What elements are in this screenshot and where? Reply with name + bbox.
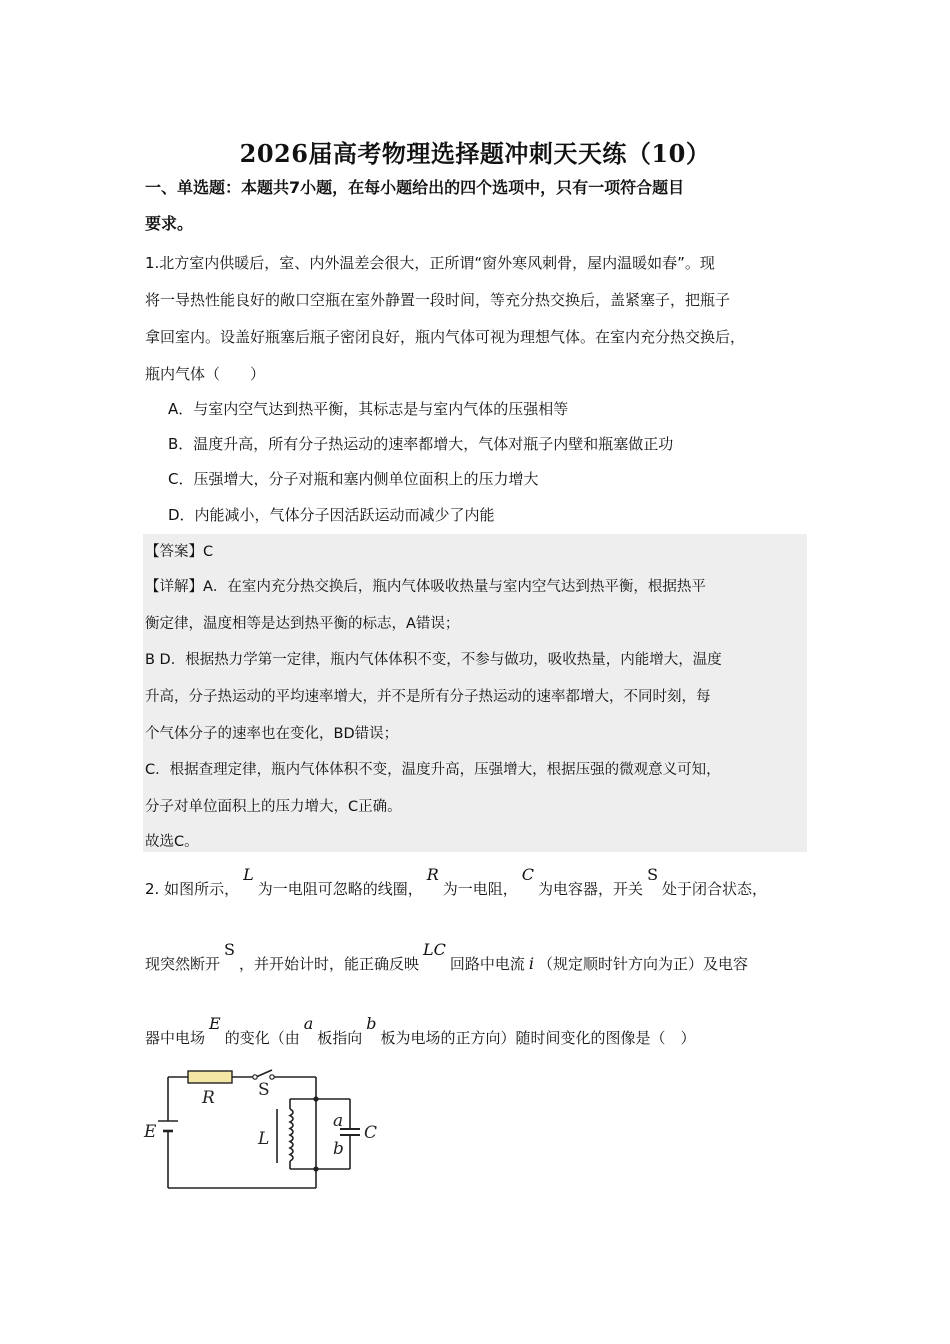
q2-l3-math-b: b: [366, 1014, 377, 1033]
q1-option-d: D．内能减小，气体分子因活跃运动而减少了内能: [168, 506, 495, 524]
q2-l1-math-S: S: [647, 865, 659, 884]
q2-l2-math-LC: LC: [423, 940, 446, 959]
label-a: a: [333, 1111, 344, 1131]
label-E: E: [144, 1122, 157, 1142]
label-S: S: [258, 1080, 270, 1100]
label-C: C: [364, 1123, 378, 1143]
q1-explanation-line5: 个气体分子的速率也在变化，BD错误；: [145, 726, 399, 742]
q2-l3-text2: 的变化（由: [224, 1029, 300, 1047]
q2-stem-line1: [145, 865, 768, 899]
q1-stem-line4: 瓶内气体（ ）: [145, 365, 266, 383]
q1-explanation-line7: 分子对单位面积上的压力增大，C正确。: [145, 799, 402, 815]
q2-stem-line2: [145, 940, 749, 974]
q2-l1-text5: 处于闭合状态，: [662, 880, 768, 898]
label-L: L: [258, 1129, 270, 1149]
q1-stem-line1: 1.北方室内供暖后，室、内外温差会很大，正所谓“窗外寒风刺骨，屋内温暖如春”。现: [145, 254, 715, 272]
q1-answer: 【答案】C: [145, 544, 214, 560]
label-R: R: [202, 1088, 215, 1108]
q2-l3-math-E: E: [209, 1014, 221, 1033]
q2-l3-text1: 器中电场: [145, 1029, 206, 1047]
section-header-line2: 要求。: [145, 214, 194, 233]
q1-explanation-line4: 升高，分子热运动的平均速率增大，并不是所有分子热运动的速率都增大，不同时刻，每: [145, 689, 711, 705]
q2-l1-math-L: L: [243, 865, 254, 884]
page-title: 2026届高考物理选择题冲刺天天练（10）: [239, 139, 711, 168]
q2-l1-text1: 2. 如图所示，: [145, 880, 240, 898]
q1-explanation-line8: 故选C。: [145, 834, 199, 850]
q2-l3-math-a: a: [303, 1014, 314, 1033]
q1-stem-line3: 拿回室内。设盖好瓶塞后瓶子密闭良好，瓶内气体可视为理想气体。在室内充分热交换后，: [145, 328, 746, 346]
q2-l2-text3: 回路中电流: [449, 955, 525, 973]
label-b: b: [333, 1139, 344, 1159]
q1-explanation-line6: C．根据查理定律，瓶内气体体积不变，温度升高，压强增大，根据压强的微观意义可知，: [145, 762, 721, 778]
q2-l1-text4: 为电容器，开关: [538, 880, 644, 898]
q2-l2-text4: （规定顺时针方向为正）及电容: [538, 955, 749, 973]
q2-l3-text4: 板为电场的正方向）随时间变化的图像是（ ）: [380, 1029, 696, 1047]
q1-option-a: A．与室内空气达到热平衡，其标志是与室内气体的压强相等: [168, 400, 569, 418]
q2-l1-math-R: R: [426, 865, 439, 884]
q1-stem-line2: 将一导热性能良好的敞口空瓶在室外静置一段时间，等充分热交换后，盖紧塞子，把瓶子: [145, 291, 731, 309]
section-header-line1: 一、单选题：本题共7小题，在每小题给出的四个选项中，只有一项符合题目: [145, 178, 685, 197]
q1-option-b: B．温度升高，所有分子热运动的速率都增大，气体对瓶子内壁和瓶塞做正功: [168, 435, 674, 453]
q2-l3-text3: 板指向: [317, 1029, 363, 1047]
q2-stem-line3: [145, 1014, 696, 1048]
q2-l1-math-C: C: [521, 865, 535, 884]
q2-l2-math-S: S: [224, 940, 235, 959]
q2-l2-text2: ，并开始计时，能正确反映: [238, 955, 419, 973]
q2-l2-text1: 现突然断开: [145, 955, 221, 973]
q2-l1-text2: 为一电阻可忽略的线圈，: [257, 880, 423, 898]
q1-explanation-line3: B D．根据热力学第一定律，瓶内气体体积不变，不参与做功，吸收热量，内能增大，温度: [145, 652, 722, 668]
q1-option-c: C．压强增大，分子对瓶和塞内侧单位面积上的压力增大: [168, 470, 539, 488]
q1-explanation-line2: 衡定律，温度相等是达到热平衡的标志，A错误；: [145, 616, 460, 632]
q2-l2-math-i: i: [528, 954, 535, 973]
lc-circuit-diagram: [140, 1065, 390, 1200]
q1-explanation-line1: 【详解】A．在室内充分热交换后，瓶内气体吸收热量与室内空气达到热平衡，根据热平: [145, 579, 706, 595]
q2-l1-text3: 为一电阻，: [442, 880, 518, 898]
